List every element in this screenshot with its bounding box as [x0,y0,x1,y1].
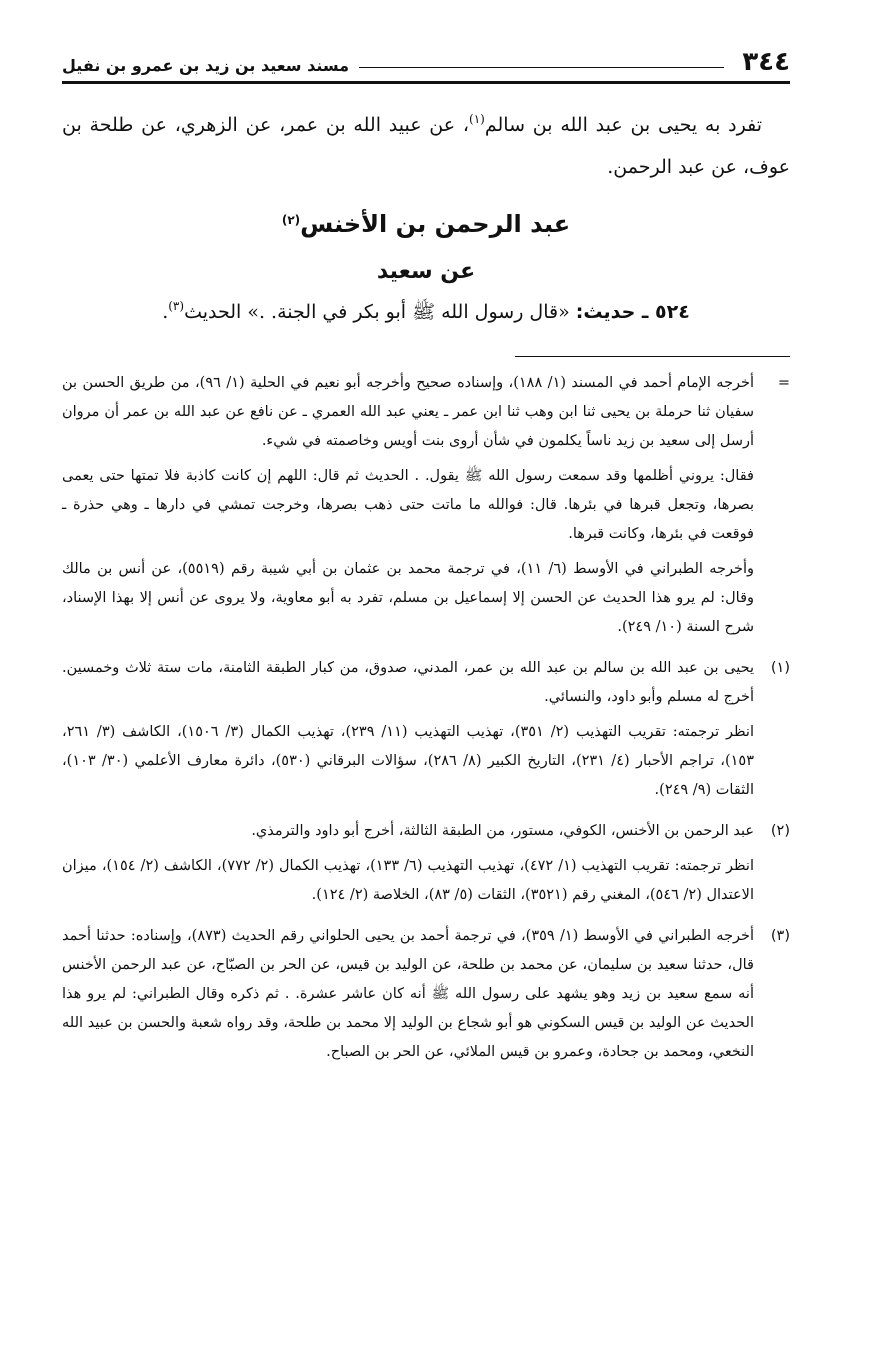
body-paragraph-part-2: ، عن عبيد الله بن عمر، عن الزهري، عن طلحة بن عوف، عن عبد الرحمن. [62,114,790,178]
footnote-paragraph: وأخرجه الطبراني في الأوسط (٦/ ١١)، في ترجمة محمد بن عثمان بن أبي شيبة رقم (٥٥١٩)، عن أنس بن مالك وقال: لم يرو هذا الحديث عن الحسن إلا إسماعيل بن مسلم، تفرد به أبو معاوية، ولا يروى عن أنس إلا بهذا الإسناد، شرح السنة (١٠/ ٢٤٩). [62,561,754,635]
page-number: ٣٤٤ [742,47,790,77]
footnote-paragraph: أخرجه الإمام أحمد في المسند (١/ ١٨٨)، وإسناده صحيح وأخرجه أبو نعيم في الحلية (١/ ٩٦)، من طريق الحسن بن سفيان ثنا حرملة بن يحيى ثنا ابن وهب ثنا ابن عمر ـ يعني عبد الله العمري ـ عن نافع عن عبد الله بن عمر أن مروان أرسل إلى سعيد بن زيد ناساً يكلمون في شأن أروى بنت أويس وخاصمته في شيء. [62,375,755,449]
footnote-ref-2[interactable]: (٢) [281,213,301,227]
page-header [62,40,790,84]
footnote-1 [62,654,790,811]
hadith-entry [62,294,790,330]
book-page [62,40,790,1079]
narrator-heading [62,202,790,246]
footnote-continued [62,369,790,648]
footnote-marker: (١) [770,660,790,676]
footnote-body [62,369,754,648]
header-rule [359,67,724,68]
footnote-paragraph: أخرجه الطبراني في الأوسط (١/ ٣٥٩)، في ترجمة أحمد بن يحيى الحلواني رقم الحديث (٨٧٣)، وإسناده: حدثنا أحمد قال، حدثنا سعيد بن سليمان، عن محمد بن طلحة، عن الوليد بن قيس، عن الحر بن الصبّاح، عن عبد الرحمن الأخنس أنه سمع سعيد بن زيد وهو يشهد على رسول الله ﷺ أنه كان عاشر عشرة. . ثم ذكره وقال الطبراني: لم يرو هذا الحديث عن الوليد بن قيس السكوني هو أبو شجاع بن الوليد إلا محمد بن طلحة، وقد رواه شعبة والحسن بن عبيد الله النخعي، ومحمد بن جحادة، وعمرو بن قيس الملائي، عن الحر بن الصباح. [62,928,755,1060]
footnotes [62,369,790,1073]
footnote-paragraph: انظر ترجمته: تقريب التهذيب (١/ ٤٧٢)، تهذيب التهذيب (٦/ ١٣٣)، تهذيب الكمال (٢/ ٧٧٢)، الكاشف (٢/ ١٥٤)، ميزان الاعتدال (٢/ ٥٤٦)، المغني رقم (٣٥٢١)، الثقات (٥/ ٨٣)، الخلاصة (٢/ ١٢٤). [62,858,754,903]
footnote-3 [62,922,790,1073]
footnote-paragraph: يحيى بن عبد الله بن سالم بن عبد الله بن عمر، المدني، صدوق، من كبار الطبقة الثامنة، مات ستة ثلاث وخمسين. أخرج له مسلم وأبو داود، والنسائي. [62,660,754,705]
narrator-heading-text: عبد الرحمن بن الأخنس [300,210,571,238]
main-text [62,104,790,188]
footnote-separator [515,356,790,357]
footnote-marker: (٣) [770,928,790,944]
footnote-body [62,654,754,811]
footnote-body [62,922,754,1073]
footnote-ref-1[interactable]: (١) [469,112,485,126]
sub-heading: عن سعيد [376,259,476,284]
footnote-2 [62,817,790,916]
hadith-label: ٥٢٤ ـ حديث: [575,301,690,323]
footnote-marker: = [777,375,790,391]
hadith-period: . [162,301,169,323]
footnote-marker: (٢) [770,823,790,839]
hadith-text: «قال رسول الله ﷺ أبو بكر في الجنة. .» الحديث [184,301,570,323]
footnote-body [62,817,754,916]
footnote-paragraph: عبد الرحمن بن الأخنس، الكوفي، مستور، من الطبقة الثالثة، أخرج أبو داود والترمذي. [251,823,754,839]
body-paragraph-part-1: تفرد به يحيى بن عبد الله بن سالم [484,114,762,136]
footnote-paragraph: فقال: يروني أظلمها وقد سمعت رسول الله ﷺ يقول. . الحديث ثم قال: اللهم إن كانت كاذبة فلا تمتها حتى يعمى بصرها، وتجعل قبرها في بئرها. قال: فوالله ما ماتت حتى ذهب بصرها، وخرجت تمشي في دارها ـ وهي حذرة ـ فوقعت في بئرها، وكانت قبرها. [62,468,754,542]
running-title: مسند سعيد بن زيد بن عمرو بن نفيل [62,56,350,75]
footnote-paragraph: انظر ترجمته: تقريب التهذيب (٢/ ٣٥١)، تهذيب التهذيب (١١/ ٢٣٩)، تهذيب الكمال (٣/ ١٥٠٦)، الكاشف (٣/ ٢٦١، ١٥٣)، تراجم الأحبار (٤/ ٢٣١)، التاريخ الكبير (٨/ ٢٨٦)، سؤالات البرقاني (٥٣٠)، دائرة معارف الأعلمي (٣٠/ ١٠٣)، الثقات (٩/ ٢٤٩). [62,724,755,798]
body-paragraph [62,104,790,188]
footnote-ref-3[interactable]: (٣) [168,299,185,313]
